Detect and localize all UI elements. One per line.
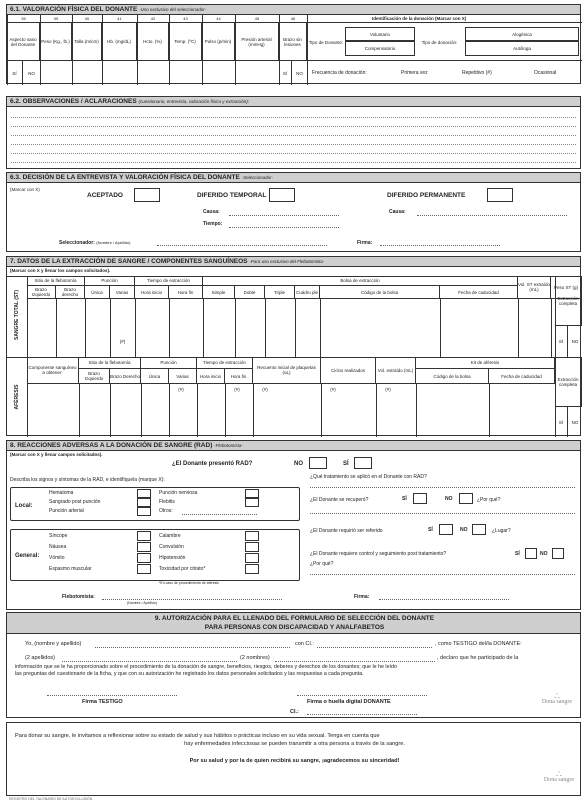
aspecto-no[interactable]: NO <box>28 70 35 76</box>
af-varias-count: (#) <box>178 386 184 392</box>
referido-si-label: SÍ <box>428 527 433 533</box>
firma-seleccionador-label: Firma: <box>357 240 373 246</box>
local-item-checkbox[interactable] <box>137 489 151 498</box>
componente-header: Componente sanguíneo a obtener: <box>27 357 79 384</box>
section-6-1 <box>6 4 581 84</box>
firma-flebo-label: Firma: <box>354 594 370 600</box>
diferido-temporal-checkbox[interactable] <box>269 188 295 202</box>
declaro-label: , declaro que he participado de la <box>437 655 519 661</box>
general-item-checkbox[interactable] <box>137 531 151 541</box>
col-header: Pulso (p/min) <box>202 23 235 60</box>
recupero-no-checkbox[interactable] <box>459 493 473 504</box>
control-si-checkbox[interactable] <box>525 548 537 559</box>
aferesis-label: AFÉRESIS <box>14 384 20 410</box>
testigo-label: , como TESTIGO del/la DONANTE: <box>435 641 522 647</box>
section-6-2-header: 6.2. OBSERVACIONES / ACLARACIONES (cuestionario, entrevista, valoración física y extracción): <box>7 97 580 107</box>
yo-label: Yo, (nombre y apellido) <box>25 641 82 647</box>
voluntario-option[interactable]: Voluntario <box>345 27 415 41</box>
af-brazo-der-header: Brazo Derecho <box>110 369 141 384</box>
footer-logo <box>540 771 578 783</box>
section-7 <box>6 256 581 436</box>
af-ext-si[interactable]: SÍ <box>555 407 568 437</box>
con-ci-label: con CI.: <box>295 641 314 647</box>
fecha-cad-header: Fecha de caducidad <box>440 286 518 299</box>
af-fecha-header: Fecha de caducidad <box>489 369 555 384</box>
recupero-si-checkbox[interactable] <box>413 493 427 504</box>
ciclos-header: Ciclos realizados <box>321 357 376 384</box>
section-9-title2: PARA PERSONAS CON DISCAPACIDAD Y ANALFABETOS <box>204 624 385 631</box>
tiempo-ext-header: Tiempo de extracción <box>135 276 203 286</box>
section-9-title1: 9. AUTORIZACIÓN PARA EL LLENADO DEL FORMULARIO DE SELECCIÓN DEL DONANTE <box>154 615 435 622</box>
col-number: 35 <box>21 16 26 21</box>
vol-count: (#) <box>385 386 391 392</box>
footer-p3: Por su salud y por la de quien recibirá su sangre, ¡agradecemos su sinceridad! <box>189 758 400 764</box>
af-extraccion-header: Extracción completa <box>555 357 582 407</box>
general-item2-checkbox[interactable] <box>245 564 259 574</box>
rad-no-label: NO <box>294 461 303 467</box>
texto2: las preguntas del cuestionario de la ficha, y que con su autorización he registrado los datos personales solicitados y las respuestas a cada pregunta. <box>15 671 364 677</box>
rad-si-checkbox[interactable] <box>354 457 372 469</box>
ciclos-count: (#) <box>330 386 336 392</box>
marcar-note-8: (Marcar con X y llenar campos solicitados). <box>10 452 103 457</box>
section-6-3-header: 6.3. DECISIÓN DE LA ENTREVISTA Y VALORACIÓN FÍSICA DEL DONANTE -Seleccionador- <box>7 173 580 183</box>
referido-label: ¿El Donante requirió ser referido <box>310 528 383 534</box>
puncion-header: Punción <box>85 276 135 286</box>
simple-header: Simple <box>203 286 235 299</box>
frecuencia-label: Frecuencia de donación: <box>312 70 367 76</box>
general-label: General: <box>15 553 40 559</box>
footer-p1: Para donar su sangre, le invitamos a reflexionar sobre su estado de salud y sus hábitos o prácticas incluso en su vida sexual. Tenga en cuenta que <box>15 733 380 739</box>
general-item2-checkbox[interactable] <box>245 531 259 541</box>
general-item2-checkbox[interactable] <box>245 553 259 563</box>
section-9 <box>6 612 581 718</box>
codigo-bolsa-header: Código de la bolsa <box>320 286 440 299</box>
hora-inicio-header: Hora inicio <box>135 286 169 299</box>
general-item-label: Espasmo muscular <box>49 566 92 572</box>
col-header: Aspecto sano del Donante <box>7 23 40 60</box>
footer-logo-text: Dona sangre <box>543 777 575 783</box>
vol-ext-header: Vol. extraído (mL) <box>376 357 416 384</box>
general-item-label: Síncope <box>49 533 68 539</box>
af-hora-inicio-header: Hora inicio <box>197 369 225 384</box>
section-6-2 <box>6 96 581 169</box>
local-item-label: Punción arterial <box>49 508 84 514</box>
autologa-option[interactable]: Autóloga <box>465 41 579 56</box>
logo-drops-icon: ∴ <box>554 691 560 701</box>
af-unica-header: Única <box>141 369 169 384</box>
diferido-temporal-label: DIFERIDO TEMPORAL <box>197 192 267 199</box>
col-number: 46 <box>290 16 296 21</box>
col-header: Peso (Kg., lb.) <box>40 23 72 60</box>
referido-no-label: NO <box>460 527 468 533</box>
causa-permanente-label: Causa: <box>389 209 406 215</box>
st-ext-si[interactable]: SÍ <box>555 326 568 357</box>
flebotomista-note: (Nombre / Apellido) <box>127 601 157 605</box>
flebotomista-field[interactable] <box>102 599 282 600</box>
section-8-header: 8. REACCIONES ADVERSAS A LA DONACIÓN DE SANGRE (RAD) -Flebotomista- <box>7 441 580 451</box>
nombres-label: (2 nombres) <box>240 655 270 661</box>
alogenica-option[interactable]: Alogénica <box>465 27 579 41</box>
af-sitio-header: Sitio de la flebotomía <box>79 357 141 369</box>
porque-label: ¿Por qué? <box>477 497 501 503</box>
kit-header: Kit de aféresis <box>416 357 555 369</box>
general-item2-label: Hipotensión <box>159 555 186 561</box>
col-number: 45 <box>254 16 260 21</box>
compensatorio-option[interactable]: Compensatorio <box>345 41 415 56</box>
tipo-donante-label: Tipo de Donante: <box>308 39 344 45</box>
sitio-header: Sitio de la flebotomía <box>27 276 85 286</box>
otros-field[interactable] <box>182 514 257 515</box>
dona-sangre-logo <box>537 693 577 705</box>
general-item2-label: Calambre <box>159 533 181 539</box>
col-number: 42 <box>150 16 156 21</box>
control-label: ¿El Donante requiere control y seguimiento post tratamiento? <box>310 551 447 557</box>
brazo-der-header: Brazo derecho <box>56 286 85 299</box>
doble-header: Doble <box>235 286 265 299</box>
cuadruple-header: Cuádru ple <box>295 286 320 299</box>
general-item-checkbox[interactable] <box>137 542 151 552</box>
general-item-label: Vómito <box>49 555 65 561</box>
local-item-label: Sangrado post punción <box>49 499 101 505</box>
local-label: Local: <box>15 503 33 509</box>
seleccionador-field[interactable] <box>157 245 327 246</box>
describa-label: Describa los signos y síntomas de la RAD, e identifíquela (marque X): <box>10 477 165 483</box>
brazo-no[interactable]: NO <box>296 70 303 76</box>
marcar-note: (Marcar con X) <box>10 187 40 192</box>
col-header: Brazo sin lesiones <box>279 23 307 60</box>
recupero-si-label: SÍ <box>402 496 407 502</box>
seleccionador-label: Seleccionador: (Nombre / Apellido) <box>59 240 131 246</box>
aspecto-si[interactable]: SÍ <box>7 61 23 85</box>
brazo-si[interactable]: SÍ <box>279 61 292 85</box>
af-ext-no[interactable]: NO <box>571 419 579 425</box>
ci-label: CI.: <box>290 709 299 715</box>
repetitivo-option[interactable]: Repetitivo (#) <box>462 70 492 76</box>
aceptado-label: ACEPTADO <box>87 192 123 199</box>
peso-st-header: Peso ST (g) <box>551 276 582 299</box>
col-header: Temp. (ºC) <box>169 23 202 60</box>
general-item2-checkbox[interactable] <box>245 542 259 552</box>
col-number: 44 <box>216 16 221 21</box>
lugar-label: ¿Lugar? <box>492 528 511 534</box>
citrato-note: *En caso de procedimiento de aféresis <box>159 581 219 585</box>
section-7-header: 7. DATOS DE LA EXTRACCIÓN DE SANGRE / COMPONENTES SANGUÍNEOS -Para uso exclusivo del Flebotomista- <box>7 257 580 267</box>
col-number: 40 <box>84 16 90 21</box>
section-8 <box>6 440 581 610</box>
af-hora-count: (#) <box>234 386 240 392</box>
af-codigo-header: Código de la bolsa <box>416 369 489 384</box>
recuento-header: Recuento inicial de plaquetas (uL) <box>253 357 321 384</box>
varias-count: (#) <box>119 338 126 344</box>
diferido-permanente-checkbox[interactable] <box>487 188 513 202</box>
section-6-1-header: 6.1. VALORACIÓN FÍSICA DEL DONANTE -Uso exclusivo del seleccionador- <box>7 5 580 15</box>
general-item2-label: Convulsión <box>159 544 184 550</box>
aceptado-checkbox[interactable] <box>134 188 160 202</box>
local-item-label: Hematoma <box>49 490 74 496</box>
local-item2-label: Otros: <box>159 508 173 514</box>
porque2-label: ¿Por qué? <box>310 561 334 567</box>
ocasional-option[interactable]: Ocasional <box>534 70 557 76</box>
referido-si-checkbox[interactable] <box>439 524 453 535</box>
recupero-label: ¿El Donante se recuperó? <box>310 497 369 503</box>
causa-permanente-field[interactable] <box>417 215 567 216</box>
sangre-total-label: SANGRE TOTAL (ST) <box>14 290 20 340</box>
firma-flebo-field[interactable] <box>379 599 509 600</box>
tratamiento-label: ¿Qué tratamiento se aplicó en el Donante con RAD? <box>310 474 427 480</box>
form-page <box>6 4 581 802</box>
col-header: Hb. (mg/dL) <box>102 23 137 60</box>
col-header: Talla (m/cm) <box>72 23 102 60</box>
footer-logo-drops-icon: ∴ <box>556 769 562 779</box>
af-brazo-izq-header: Brazo Izquierdo <box>79 369 110 384</box>
extraccion-completa-header: Extracción completa <box>555 276 582 326</box>
rad-no-checkbox[interactable] <box>309 457 327 469</box>
local-item-checkbox[interactable] <box>137 498 151 507</box>
local-item-checkbox[interactable] <box>137 507 151 516</box>
varias-header: Varias <box>110 286 135 299</box>
general-item-checkbox[interactable] <box>137 553 151 563</box>
af-hora-fin-header: Hora fin <box>225 369 253 384</box>
local-item2-label: Punción nerviosa <box>159 490 198 496</box>
general-item-label: Náusea <box>49 544 67 550</box>
local-item2-checkbox[interactable] <box>245 498 259 507</box>
primera-vez-option[interactable]: Primera vez <box>401 70 428 76</box>
col-header: Presión arterial (mmHg) <box>235 23 279 60</box>
local-item2-label: Flebitis <box>159 499 175 505</box>
footer-box <box>6 722 581 796</box>
unica-header: Única <box>85 286 110 299</box>
col-number: 43 <box>183 16 188 21</box>
af-puncion-header: Punción <box>141 357 197 369</box>
causa-label: Causa: <box>203 209 220 215</box>
bolsa-header: Bolsa de extracción <box>203 276 518 286</box>
af-varias-header: Varias <box>169 369 197 384</box>
firma-testigo-label: Firma TESTIGO <box>82 699 123 705</box>
firma-huella-label: Firma o huella digital DONANTE <box>307 699 391 705</box>
col-number: 39 <box>53 16 59 21</box>
control-si-label: SÍ <box>515 551 520 557</box>
brazo-izq-header: Brazo Izquierdo <box>27 286 56 299</box>
general-item2-label: Toxicidad por citrato* <box>159 566 206 572</box>
identificacion-title: Identificación de la donación (Marcar con X) <box>372 16 467 21</box>
presento-rad-label: ¿El Donante presentó RAD? <box>172 461 253 467</box>
hora-fin-header: Hora fin <box>169 286 203 299</box>
col-header: Hcto. (%) <box>137 23 169 60</box>
tiempo-field[interactable] <box>229 227 339 228</box>
tiempo-label: Tiempo: <box>203 221 223 227</box>
rad-si-label: SÍ <box>343 461 349 467</box>
triple-header: Triple <box>265 286 295 299</box>
causa-temporal-field[interactable] <box>229 215 339 216</box>
general-item-checkbox[interactable] <box>137 564 151 574</box>
footer-small: REGISTRO DEL TALONARIO DE AUTOEXCLUSIÓN <box>9 797 93 801</box>
section-6-3 <box>6 172 581 252</box>
marcar-note-7: (Marcar con X y llenar los campos solicitados). <box>10 268 111 273</box>
local-item2-checkbox[interactable] <box>245 489 259 498</box>
recupero-no-label: NO <box>445 496 453 502</box>
footer-p2: hay enfermedades infecciosas se pueden transmitir a otra persona a través de la sangre. <box>184 741 405 747</box>
texto1: información que se le ha proporcionado sobre el procedimiento de la donación de sangre, beneficios, riesgos, deberes y derechos de los donantes; que le he leído <box>15 664 397 670</box>
firma-seleccionador-field[interactable] <box>380 245 500 246</box>
af-tiempo-header: Tiempo de extracción <box>197 357 253 369</box>
control-no-label: NO <box>540 551 548 557</box>
control-no-checkbox[interactable] <box>552 548 564 559</box>
diferido-permanente-label: DIFERIDO PERMANENTE <box>387 192 466 199</box>
vol-st-header: Vol. ST extraído (mL) <box>518 276 551 299</box>
col-number: 41 <box>117 16 122 21</box>
logo-text: Dona sangre <box>541 699 573 705</box>
flebotomista-label: Flebotomista: <box>62 594 95 600</box>
tipo-donacion-label: Tipo de donación: <box>421 39 458 45</box>
apellidos-label: (2 apellidos) <box>25 655 55 661</box>
referido-no-checkbox[interactable] <box>472 524 486 535</box>
recuento-count: (#) <box>262 386 268 392</box>
st-ext-no[interactable]: NO <box>571 339 579 344</box>
